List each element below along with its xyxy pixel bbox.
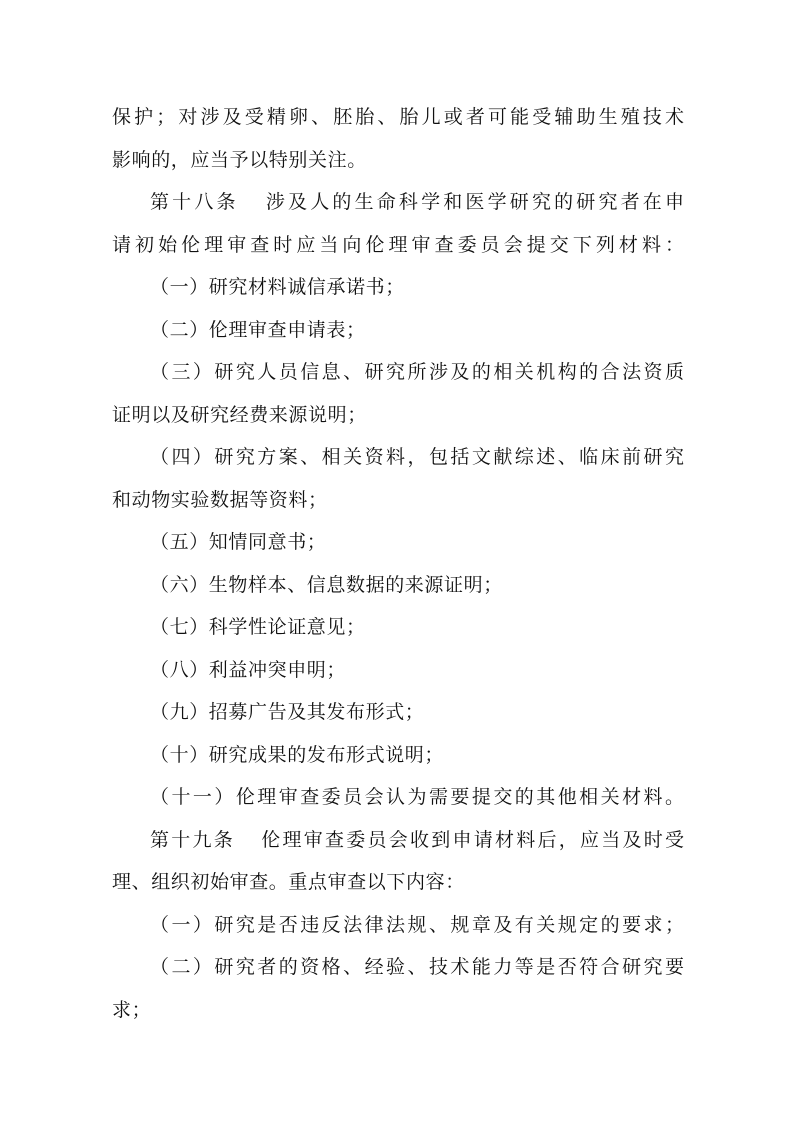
list-item: （十一）伦理审查委员会认为需要提交的其他相关材料。 <box>150 786 684 808</box>
list-item: （一）研究材料诚信承诺书； <box>150 276 405 298</box>
list-item: （七）科学性论证意见； <box>150 616 366 638</box>
article-number: 第十八条 <box>150 191 239 213</box>
text-line: 保护；对涉及受精卵、胚胎、胎儿或者可能受辅助生殖技术 <box>112 106 684 128</box>
text-line: 影响的，应当予以特别关注。 <box>112 148 367 171</box>
document-body <box>112 96 684 1031</box>
article-text: 伦理审查委员会收到申请材料后，应当及时受 <box>259 828 684 851</box>
list-item-continuation: 证明以及研究经费来源说明； <box>112 403 367 426</box>
list-item: （二）伦理审查申请表； <box>150 318 366 341</box>
list-item: （五）知情同意书； <box>150 531 327 553</box>
article-19-heading-line <box>112 819 684 862</box>
list-item: （四）研究方案、相关资料，包括文献综述、临床前研究 <box>150 446 684 468</box>
list-item: （十）研究成果的发布形式说明； <box>150 743 445 766</box>
text-line: 理、组织初始审查。重点审查以下内容： <box>112 871 465 893</box>
article-18-heading-line <box>112 181 684 224</box>
list-item-continuation: 和动物实验数据等资料； <box>112 488 328 511</box>
list-item: （三）研究人员信息、研究所涉及的相关机构的合法资质 <box>150 361 684 383</box>
text-line: 请初始伦理审查时应当向伦理审查委员会提交下列材料： <box>112 233 684 256</box>
article-text: 涉及人的生命科学和医学研究的研究者在申 <box>262 191 684 213</box>
article-number: 第十九条 <box>150 828 235 851</box>
list-item: （六）生物样本、信息数据的来源证明； <box>150 573 503 596</box>
list-item-continuation: 求； <box>112 998 152 1021</box>
list-item: （二）研究者的资格、经验、技术能力等是否符合研究要 <box>150 956 684 978</box>
list-item: （八）利益冲突申明； <box>150 658 347 681</box>
list-item: （九）招募广告及其发布形式； <box>150 701 425 723</box>
list-item: （一）研究是否违反法律法规、规章及有关规定的要求； <box>150 913 684 936</box>
